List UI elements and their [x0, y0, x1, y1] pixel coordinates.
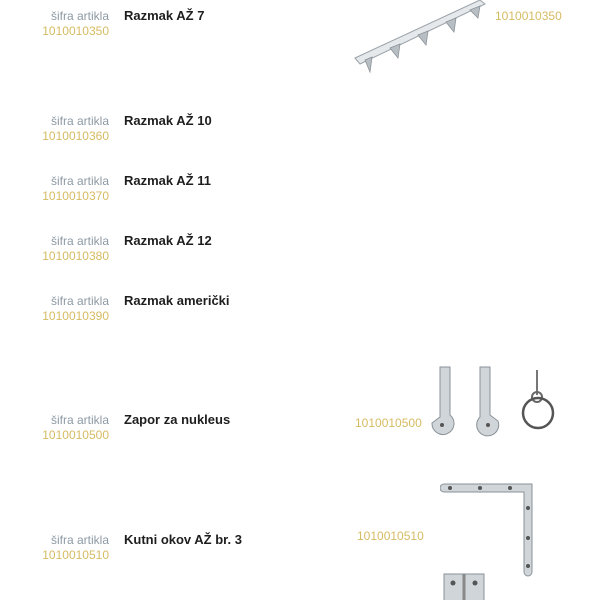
item-label: šifra artikla	[50, 114, 109, 128]
item-code: 1010010380	[42, 249, 109, 263]
item-label: šifra artikla	[50, 413, 109, 427]
item-code: 1010010370	[42, 189, 109, 203]
item-label: šifra artikla	[50, 9, 109, 23]
item-name: Kutni okov AŽ br. 3	[124, 532, 242, 547]
item-code: 1010010500	[42, 428, 109, 442]
item-code: 1010010360	[42, 129, 109, 143]
item-name: Razmak američki	[124, 293, 230, 308]
item-code: 1010010350	[42, 24, 109, 38]
item-name: Razmak AŽ 7	[124, 8, 205, 23]
image-code: 1010010510	[357, 529, 424, 543]
item-name: Razmak AŽ 10	[124, 113, 212, 128]
item-label: šifra artikla	[50, 234, 109, 248]
item-name: Razmak AŽ 12	[124, 233, 212, 248]
item-label: šifra artikla	[50, 294, 109, 308]
item-code: 1010010390	[42, 309, 109, 323]
item-name: Zapor za nukleus	[124, 412, 231, 427]
item-name: Razmak AŽ 11	[124, 173, 211, 188]
spacer-image	[350, 0, 490, 80]
image-code: 1010010500	[355, 416, 422, 430]
image-code: 1010010350	[495, 9, 562, 23]
corner-bracket-image	[440, 478, 540, 600]
item-code: 1010010510	[42, 548, 109, 562]
lock-hardware-image	[430, 365, 560, 437]
item-label: šifra artikla	[50, 174, 109, 188]
item-label: šifra artikla	[50, 533, 109, 547]
